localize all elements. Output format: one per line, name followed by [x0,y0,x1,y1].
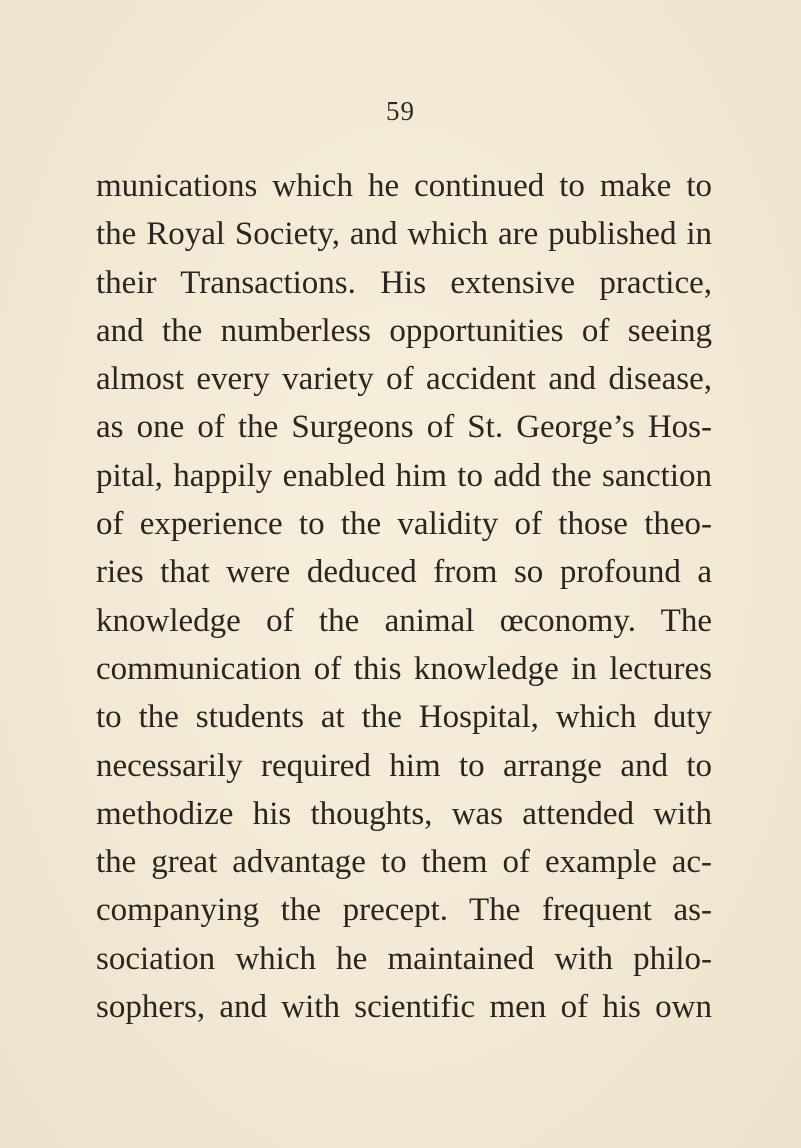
text-line: and the numberless opportunities of seeing [96,312,712,349]
text-line: their Transactions. His extensive practice, [96,264,712,301]
text-line: necessarily required him to arrange and to [96,747,712,784]
text-line: communication of this knowledge in lectures [96,650,712,687]
text-line: methodize his thoughts, was attended with [96,795,712,832]
text-line: ries that were deduced from so profound a [96,554,712,591]
body-text [96,162,712,1031]
text-line: munications which he continued to make to [96,168,712,204]
text-line: pital, happily enabled him to add the sanction [96,457,712,494]
text-line: the Royal Society, and which are published in [96,216,712,253]
text-line: the great advantage to them of example ac- [96,844,712,881]
text-line: as one of the Surgeons of St. George’s Hos- [96,409,712,446]
text-line: companying the precept. The frequent as- [96,892,712,929]
text-line: to the students at the Hospital, which duty [96,699,712,736]
text-line: sociation which he maintained with philo- [96,940,712,977]
text-line: of experience to the validity of those theo- [96,506,712,543]
text-line: knowledge of the animal œconomy. The [96,602,712,639]
text-line: almost every variety of accident and disease, [96,361,712,398]
page-number: 59 [386,96,415,126]
text-line: sophers, and with scientific men of his own [96,989,712,1026]
